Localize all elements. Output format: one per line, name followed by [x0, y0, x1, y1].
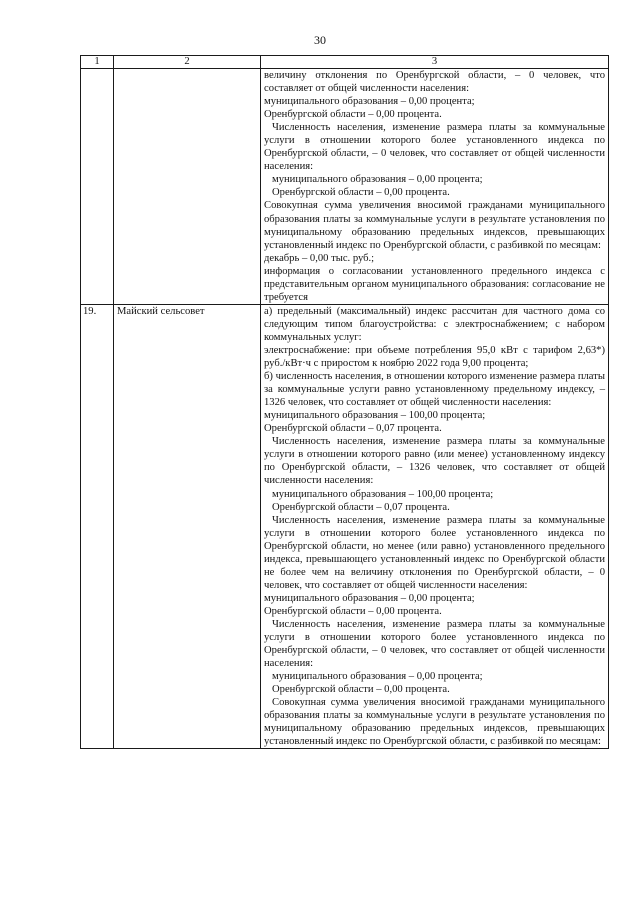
description-paragraph: а) предельный (максимальный) индекс рассчитан для частного дома со следующим типом благоустройства: с электроснабжением; с набором коммунальных услуг:: [264, 305, 605, 343]
column-number-row: [81, 56, 609, 69]
description-paragraph: муниципального образования – 0,00 процента;: [264, 592, 475, 604]
description-cell: [261, 304, 609, 749]
column-number-3: 3: [261, 56, 609, 69]
municipality-name-cell: [114, 69, 261, 305]
description-paragraph: величину отклонения по Оренбургской области, – 0 человек, что составляет от общей численности населения:: [264, 70, 605, 95]
description-paragraph: Оренбургской области – 0,00 процента.: [272, 684, 450, 696]
description-paragraph: б) численность населения, в отношении которого изменение размера платы за коммунальные услуги равно установленному предельному индексу, – 1326 человек, что составляет от общей численности населения:: [264, 371, 605, 409]
description-paragraph: муниципального образования – 0,00 процента;: [272, 174, 483, 186]
municipality-name-cell: Майский сельсовет: [114, 304, 261, 749]
description-paragraph: информация о согласовании установленного предельного индекса с представительным органом муниципального образования: согласование не требуется: [264, 265, 605, 303]
description-paragraph: Оренбургской области – 0,07 процента.: [272, 501, 450, 513]
description-paragraph: муниципального образования – 100,00 процента;: [264, 410, 486, 422]
row-number-cell: 19.: [81, 304, 114, 749]
description-paragraph: Численность населения, изменение размера платы за коммунальные услуги в отношении которого равно (или менее) установленному индексу по Оренбургской области, – 1326 человек, что составляет от общей численности населения:: [264, 436, 605, 487]
description-paragraph: Оренбургской области – 0,07 процента.: [264, 423, 442, 435]
table-row-19: [81, 304, 609, 749]
indices-table: [80, 55, 609, 749]
row-number-cell: [81, 69, 114, 305]
description-paragraph: муниципального образования – 0,00 процента;: [264, 96, 475, 108]
description-paragraph: Численность населения, изменение размера платы за коммунальные услуги в отношении которого более установленного индекса по Оренбургской области, – 0 человек, что составляет от общей численности населения:: [264, 618, 605, 670]
description-paragraph: Совокупная сумма увеличения вносимой гражданами муниципального образования платы за коммунальные услуги в результате установления по муниципальному образованию предельных индексов, превышающих установленный индекс по Оренбургской области, с разбивкой по месяцам:: [264, 200, 605, 251]
table-row-continuation: [81, 69, 609, 305]
description-cell: [261, 69, 609, 305]
description-paragraph: Оренбургской области – 0,00 процента.: [264, 109, 442, 121]
description-paragraph: Оренбургской области – 0,00 процента.: [264, 605, 442, 617]
description-paragraph: муниципального образования – 0,00 процента;: [272, 671, 483, 683]
description-paragraph: декабрь – 0,00 тыс. руб.;: [264, 252, 375, 264]
description-paragraph: Численность населения, изменение размера платы за коммунальные услуги в отношении которого более установленного индекса по Оренбургской области, но менее (или равно) установленного предельного индекса, превышающего установленный индекс по Оренбургской области не более чем на величину отклонения по Оренбургской области, – 0 человек, что составляет от общей численности населения:: [264, 514, 605, 591]
description-paragraph: Численность населения, изменение размера платы за коммунальные услуги в отношении которого более установленного индекса по Оренбургской области, – 0 человек, что составляет от общей численности населения:: [264, 122, 605, 173]
column-number-2: 2: [114, 56, 261, 69]
description-paragraph: муниципального образования – 100,00 процента;: [272, 488, 494, 500]
page-number: 30: [314, 33, 326, 47]
column-number-1: 1: [81, 56, 114, 69]
description-paragraph: электроснабжение: при объеме потребления 95,0 кВт с тарифом 2,63*) руб./кВт·ч с приростом к ноябрю 2022 года 9,00 процента;: [264, 344, 605, 370]
description-paragraph: Совокупная сумма увеличения вносимой гражданами муниципального образования платы за коммунальные услуги в результате установления по муниципальному образованию предельных индексов, превышающих установленный индекс по Оренбургской области, с разбивкой по месяцам:: [264, 697, 605, 748]
description-paragraph: Оренбургской области – 0,00 процента.: [272, 187, 450, 199]
